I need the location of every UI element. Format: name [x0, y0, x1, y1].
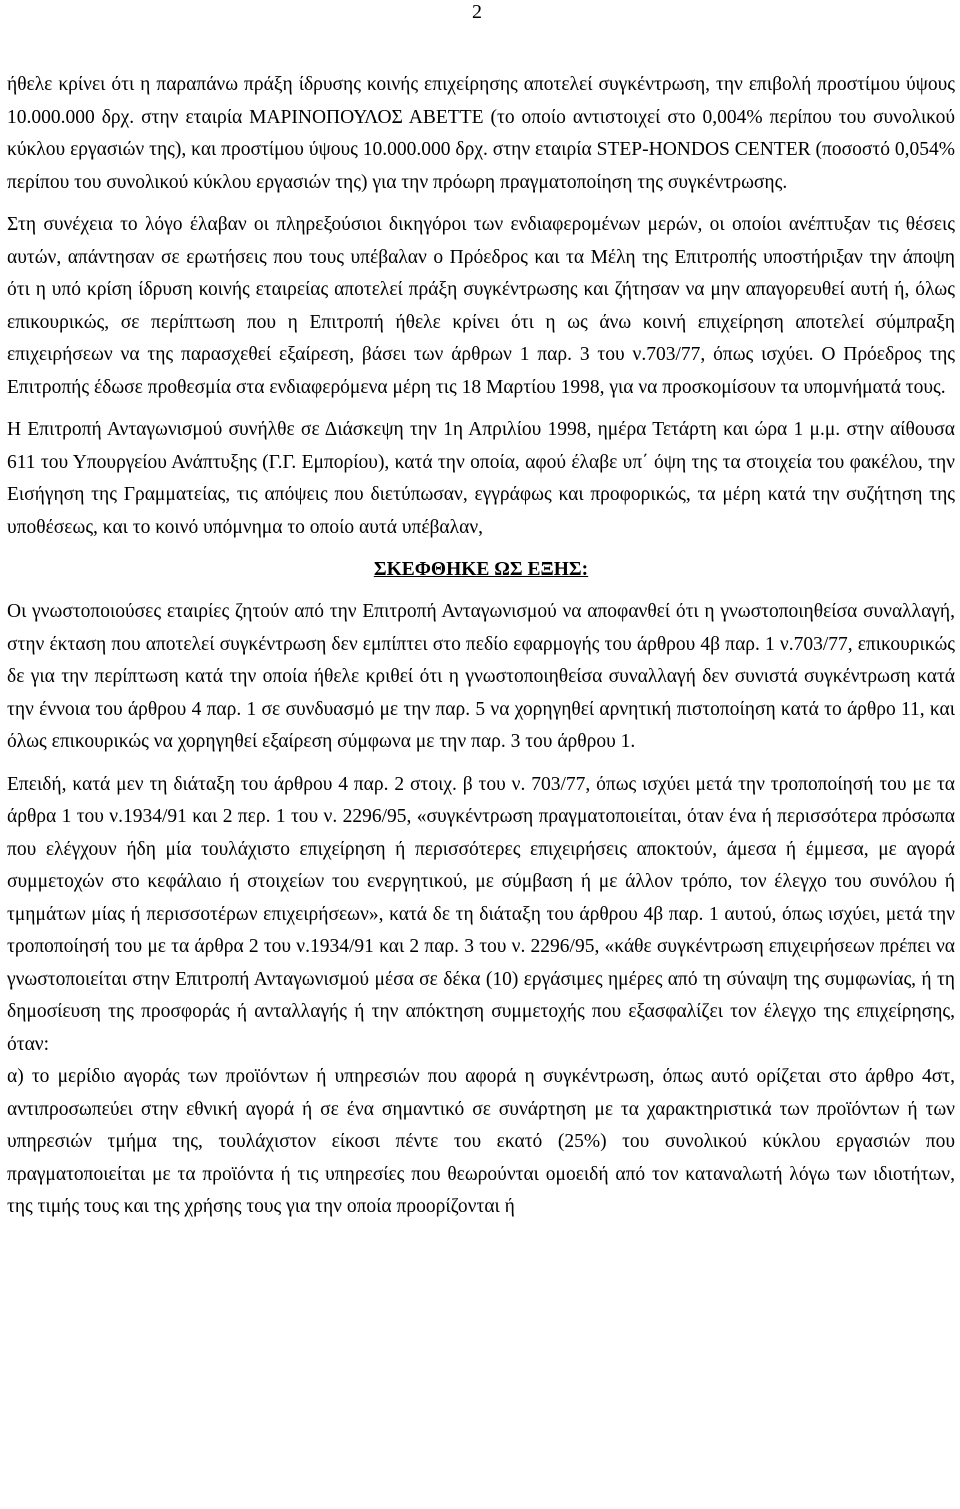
- paragraph-penalty-proposal: ήθελε κρίνει ότι η παραπάνω πράξη ίδρυσης κοινής επιχείρησης αποτελεί συγκέντρωση, την επιβολή προστίμου ύψους 10.000.000 δρχ. στην εταιρία ΜΑΡΙΝΟΠΟΥΛΟΣ ΑΒΕΤΤΕ (το οποίο αντιστοιχεί στο 0,004% περίπου του συνολικού κύκλου εργασιών της), και προστίμου ύψους 10.000.000 δρχ. στην εταιρία STEP-HONDOS CENTER (ποσοστό 0,054% περίπου του συνολικού κύκλου εργασιών της) για την πρόωρη πραγματοποίηση της συγκέντρωσης.: [7, 74, 955, 193]
- paragraph-committee-session: Η Επιτροπή Ανταγωνισμού συνήλθε σε Διάσκεψη την 1η Απριλίου 1998, ημέρα Τετάρτη και ώρα 1 μ.μ. στην αίθουσα 611 του Υπουργείου Ανάπτυξης (Γ.Γ. Εμπορίου), κατά την οποία, αφού έλαβε υπ΄ όψη της τα στοιχεία του φακέλου, την Εισήγηση της Γραμματείας, τις απόψεις που διετύπωσαν, εγγράφως και προφορικώς, τα μέρη κατά την συζήτηση της υποθέσεως, και το κοινό υπόμνημα το οποίο αυτά υπέβαλαν,: [7, 419, 955, 538]
- paragraph-market-share-condition: α) το μερίδιο αγοράς των προϊόντων ή υπηρεσιών που αφορά η συγκέντρωση, όπως αυτό ορίζεται στο άρθρο 4στ, αντιπροσωπεύει στην εθνική αγορά ή σε ένα σημαντικό σε συνάρτηση με τα χαρακτηριστικά των προϊόντων ή των υπηρεσιών τμήμα της, τουλάχιστον είκοσι πέντε του εκατό (25%) του συνολικού κύκλου εργασιών που πραγματοποιείται με τα προϊόντα ή τις υπηρεσίες που θεωρούνται ομοειδή από τον καταναλωτή λόγω των ιδιοτήτων, της τιμής τους και της χρήσης τους για την οποία προορίζονται ή: [7, 1066, 955, 1217]
- paragraph-lawyers-arguments: Στη συνέχεια το λόγο έλαβαν οι πληρεξούσιοι δικηγόροι των ενδιαφερομένων μερών, οι οποίοι ανέπτυξαν τις θέσεις αυτών, απάντησαν σε ερωτήσεις που τους υπέβαλαν ο Πρόεδρος και τα Μέλη της Επιτροπής υποστήριξαν την άποψη ότι η υπό κρίση ίδρυση κοινής εταιρείας αποτελεί πράξη συγκέντρωσης και ζήτησαν να μην απαγορευθεί αυτή ή, όλως επικουρικώς, σε περίπτωση που η Επιτροπή ήθελε κρίνει ότι η ως άνω κοινή επιχείρηση αποτελεί σύμπραξη επιχειρήσεων να της παρασχεθεί εξαίρεση, βάσει των άρθρων 1 παρ. 3 του ν.703/77, όπως ισχύει. Ο Πρόεδρος της Επιτροπής έδωσε προθεσμία στα ενδιαφερόμενα μέρη τις 18 Μαρτίου 1998, για να προσκομίσουν τα υπομνήματά τους.: [7, 214, 955, 398]
- section-heading-text: ΣΚΕΦΘΗΚΕ ΩΣ ΕΞΗΣ:: [373, 559, 589, 580]
- document-body: [7, 69, 955, 1224]
- section-heading: [7, 552, 955, 588]
- paragraph-companies-request: Οι γνωστοποιούσες εταιρίες ζητούν από την Επιτροπή Ανταγωνισμού να αποφανθεί ότι η γνωστοποιηθείσα συναλλαγή, στην έκταση που αποτελεί συγκέντρωση δεν εμπίπτει στο πεδίο εφαρμογής του άρθρου 4β παρ. 1 ν.703/77, επικουρικώς δε για την περίπτωση κατά την οποία ήθελε κριθεί ότι η γνωστοποιηθείσα συναλλαγή δεν συνιστά συγκέντρωση κατά την έννοια του άρθρου 4 παρ. 1 σε συνδυασμό με την παρ. 5 να χορηγηθεί αρνητική πιστοποίηση κατά το άρθρο 11, και όλως επικουρικώς να χορηγηθεί εξαίρεση σύμφωνα με την παρ. 3 του άρθρου 1.: [7, 601, 955, 752]
- paragraph-law-provisions: Επειδή, κατά μεν τη διάταξη του άρθρου 4 παρ. 2 στοιχ. β του ν. 703/77, όπως ισχύει μετά την τροποποίησή του με τα άρθρα 1 του ν.1934/91 και 2 περ. 1 του ν. 2296/95, «συγκέντρωση πραγματοποιείται, όταν ένα ή περισσότερα πρόσωπα που ελέγχουν ήδη μία τουλάχιστο επιχείρηση ή περισσότερες επιχειρήσεις αποκτούν, άμεσα ή έμμεσα, με αγορά συμμετοχών στο κεφάλαιο ή στοιχείων του ενεργητικού, με σύμβαση ή με άλλον τρόπο, τον έλεγχο του συνόλου ή τμημάτων μίας ή περισσοτέρων επιχειρήσεων», κατά δε τη διάταξη του άρθρου 4β παρ. 1 αυτού, όπως ισχύει, μετά την τροποποίησή του με τα άρθρα 2 του ν.1934/91 και 2 παρ. 3 του ν. 2296/95, «κάθε συγκέντρωση επιχειρήσεων πρέπει να γνωστοποιείται στην Επιτροπή Ανταγωνισμού μέσα σε δέκα (10) εργάσιμες ημέρες από τη σύναψη της συμφωνίας, ή τη δημοσίευση της προσφοράς ή ανταλλαγής ή την απόκτηση συμμετοχής που εξασφαλίζει τον έλεγχο της επιχείρησης, όταν:: [7, 773, 955, 1055]
- page-number: 2: [472, 1, 482, 23]
